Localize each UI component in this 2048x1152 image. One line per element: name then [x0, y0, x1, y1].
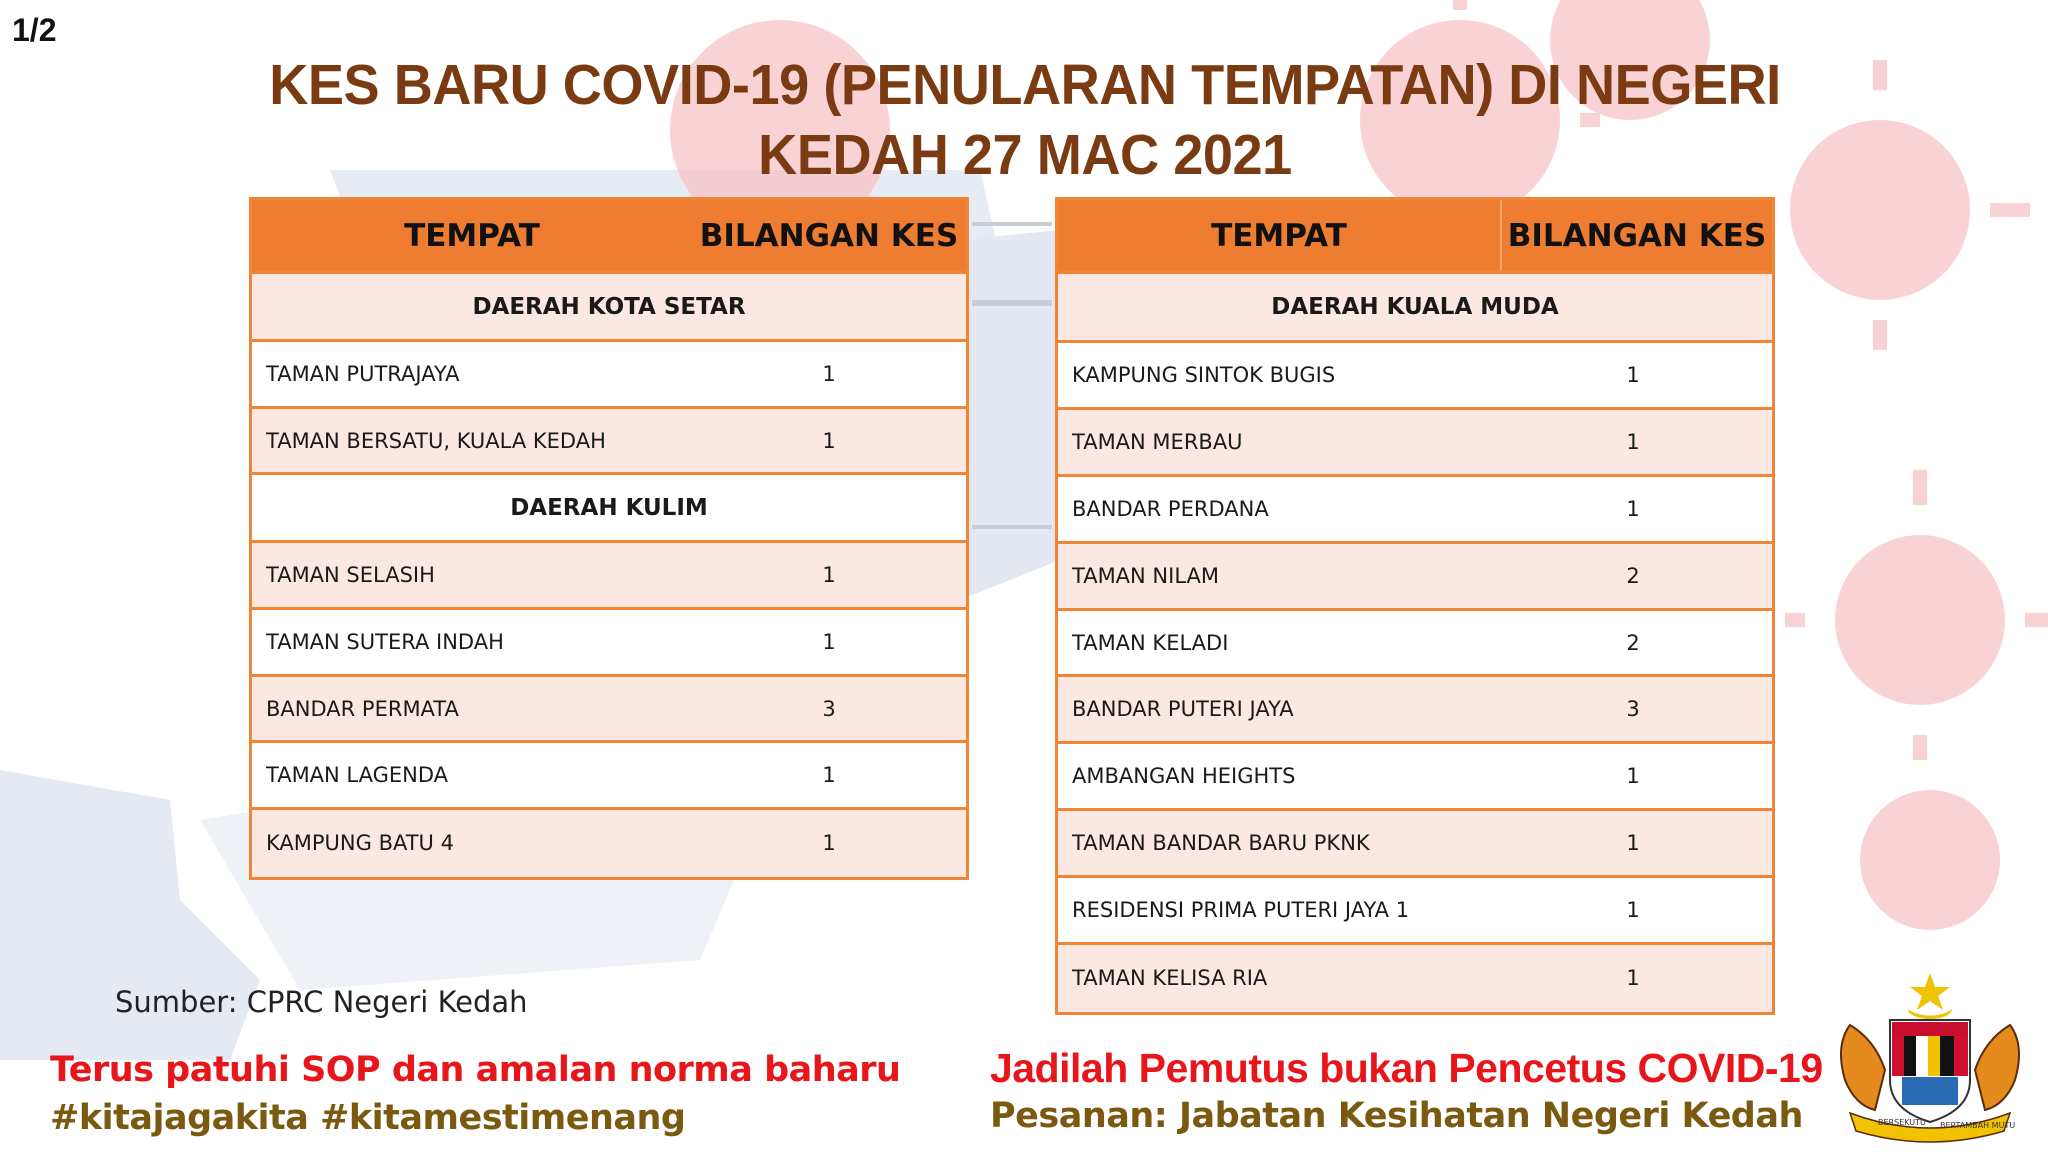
- place-cell: RESIDENSI PRIMA PUTERI JAYA 1: [1072, 898, 1410, 923]
- place-cell: BANDAR PUTERI JAYA: [1072, 697, 1294, 722]
- title-line-2: KEDAH 27 MAC 2021: [758, 123, 1292, 187]
- place-cell: KAMPUNG BATU 4: [266, 831, 454, 856]
- left-cases-table: [249, 197, 969, 880]
- place-cell: TAMAN PUTRAJAYA: [266, 361, 460, 386]
- table-row: [252, 677, 966, 744]
- count-cell: 1: [1626, 429, 1640, 454]
- sop-slogan: Terus patuhi SOP dan amalan norma baharu: [50, 1050, 901, 1090]
- table-row: [1058, 677, 1772, 744]
- count-cell: 2: [1626, 630, 1640, 655]
- table-row: [1058, 410, 1772, 477]
- title-line-1: KES BARU COVID-19 (PENULARAN TEMPATAN) DI NEGERI: [269, 53, 1781, 117]
- count-cell: 1: [1626, 496, 1640, 521]
- place-cell: TAMAN MERBAU: [1072, 429, 1243, 454]
- place-cell: TAMAN KELISA RIA: [1072, 966, 1268, 991]
- count-cell: 1: [822, 763, 836, 788]
- count-cell: 1: [1626, 966, 1640, 991]
- count-cell: 1: [822, 361, 836, 386]
- coat-of-arms-icon: [1830, 965, 2030, 1145]
- table-row: [1058, 878, 1772, 945]
- count-cell: 3: [822, 696, 836, 721]
- count-cell: 1: [822, 563, 836, 588]
- place-cell: TAMAN NILAM: [1072, 563, 1219, 588]
- table-row: [252, 743, 966, 810]
- count-cell: 1: [822, 629, 836, 654]
- place-cell: BANDAR PERDANA: [1072, 496, 1269, 521]
- place-cell: BANDAR PERMATA: [266, 696, 459, 721]
- svg-text:BERSEKUTU: BERSEKUTU: [1878, 1118, 1926, 1127]
- district-row-kota-setar: DAERAH KOTA SETAR: [252, 274, 966, 342]
- count-cell: 1: [1626, 898, 1640, 923]
- background-blob: [960, 230, 1060, 600]
- hashtags: #kitajagakita #kitamestimenang: [50, 1098, 686, 1138]
- place-cell: TAMAN BANDAR BARU PKNK: [1072, 831, 1370, 856]
- count-cell: 1: [1626, 362, 1640, 387]
- count-cell: 2: [1626, 563, 1640, 588]
- count-cell: 1: [1626, 831, 1640, 856]
- place-cell: AMBANGAN HEIGHTS: [1072, 764, 1296, 789]
- table-row: [252, 543, 966, 610]
- message-credit: Pesanan: Jabatan Kesihatan Negeri Kedah: [990, 1096, 1803, 1136]
- count-cell: 3: [1626, 697, 1640, 722]
- place-cell: TAMAN KELADI: [1072, 630, 1229, 655]
- place-cell: TAMAN BERSATU, KUALA KEDAH: [266, 428, 606, 453]
- right-cases-table: [1055, 197, 1775, 1015]
- count-cell: 1: [822, 428, 836, 453]
- district-row-kuala-muda: DAERAH KUALA MUDA: [1058, 274, 1772, 343]
- table-header: [252, 200, 966, 274]
- district-row-kulim: DAERAH KULIM: [252, 475, 966, 543]
- count-cell: 1: [1626, 764, 1640, 789]
- page-number: 1/2: [12, 12, 57, 48]
- table-row: [1058, 611, 1772, 678]
- place-cell: TAMAN SUTERA INDAH: [266, 629, 504, 654]
- table-row: [252, 810, 966, 877]
- table-row: [1058, 811, 1772, 878]
- table-row: [1058, 945, 1772, 1012]
- table-row: [1058, 343, 1772, 410]
- place-cell: TAMAN SELASIH: [266, 563, 435, 588]
- table-row: [252, 409, 966, 476]
- count-cell: 1: [822, 831, 836, 856]
- table-row: [252, 610, 966, 677]
- table-row: [1058, 744, 1772, 811]
- place-cell: KAMPUNG SINTOK BUGIS: [1072, 362, 1336, 387]
- header-bilangan-kes: BILANGAN KES: [1500, 200, 1772, 271]
- svg-text:BERTAMBAH MUTU: BERTAMBAH MUTU: [1940, 1121, 2016, 1130]
- table-row: [1058, 544, 1772, 611]
- page-title: [241, 50, 1809, 190]
- table-row: [252, 342, 966, 409]
- place-cell: TAMAN LAGENDA: [266, 763, 449, 788]
- table-row: [1058, 477, 1772, 544]
- source-note: Sumber: CPRC Negeri Kedah: [115, 985, 528, 1019]
- header-tempat: TEMPAT: [404, 217, 540, 254]
- header-tempat: TEMPAT: [1211, 217, 1347, 254]
- pemutus-slogan: Jadilah Pemutus bukan Pencetus COVID-19: [990, 1045, 1823, 1091]
- table-header: [1058, 200, 1772, 274]
- header-bilangan-kes: BILANGAN KES: [699, 217, 959, 254]
